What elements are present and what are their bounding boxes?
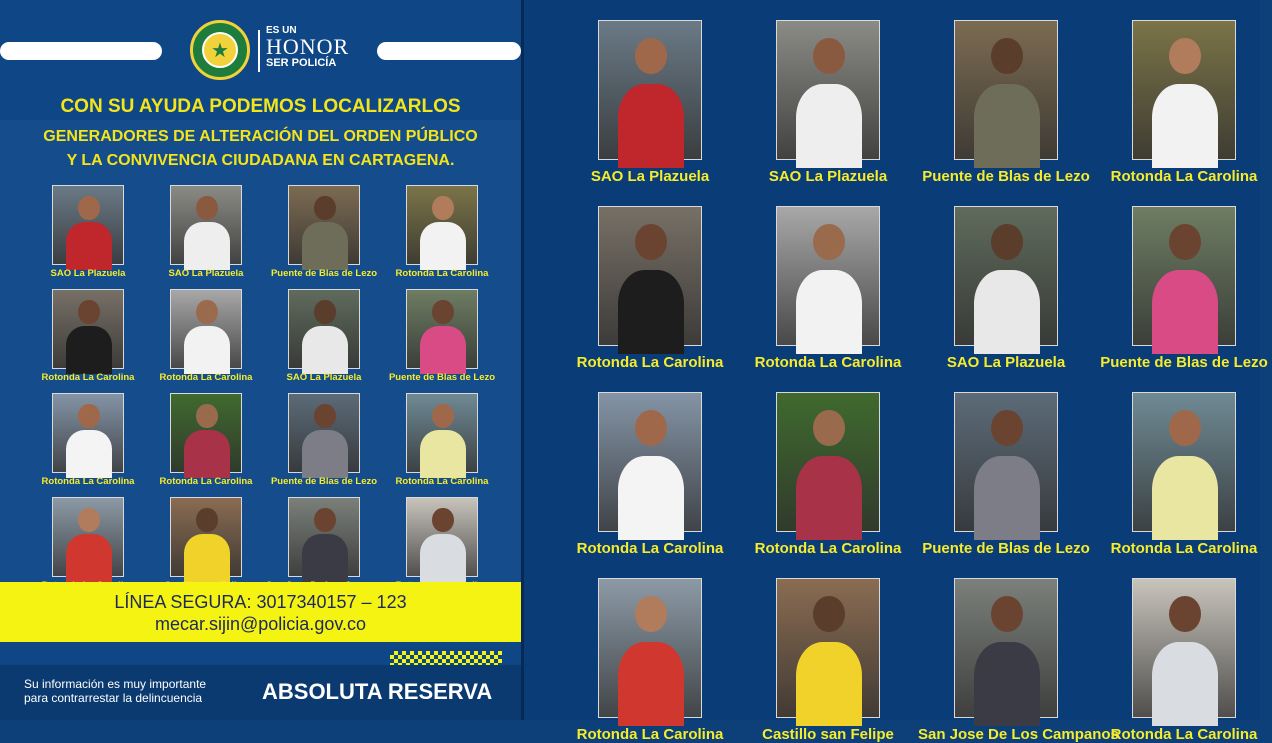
enlarged-gallery (524, 0, 1268, 743)
suspect-photo (598, 20, 702, 160)
person-head (314, 300, 336, 325)
person-body (974, 270, 1041, 354)
person-head (314, 404, 336, 429)
hotline-text: LÍNEA SEGURA: 3017340157 – 123 (114, 592, 407, 612)
suspect-photo (170, 497, 242, 577)
person-body (420, 326, 466, 374)
wanted-poster-left (0, 0, 521, 720)
person-body (1152, 456, 1219, 540)
person-body (184, 326, 230, 374)
suspect-photo (1132, 578, 1236, 718)
footer-note-line-1: Su información es muy importante (24, 677, 207, 691)
person-head (432, 196, 454, 221)
location-caption: Rotonda La Carolina (395, 476, 489, 487)
person-head (991, 38, 1022, 74)
suspect-photo (170, 393, 242, 473)
person-body (618, 270, 685, 354)
suspect-photo (954, 578, 1058, 718)
person-head (635, 38, 666, 74)
person-body (420, 222, 466, 270)
location-caption: Rotonda La Carolina (754, 354, 902, 371)
location-caption: San Jose De Los Campanos (918, 726, 1119, 743)
suspect-photo (52, 185, 124, 265)
poster-subline-1: GENERADORES DE ALTERACIÓN DEL ORDEN PÚBLICO (43, 128, 478, 145)
person-head (432, 300, 454, 325)
person-body (974, 642, 1041, 726)
person-body (1152, 642, 1219, 726)
person-head (196, 300, 218, 325)
person-head (635, 410, 666, 446)
location-caption: Rotonda La Carolina (41, 372, 135, 383)
person-head (78, 508, 100, 533)
poster-headline: CON SU AYUDA PODEMOS LOCALIZARLOS (60, 96, 461, 117)
location-caption: Castillo san Felipe (762, 726, 894, 743)
location-caption: Puente de Blas de Lezo (1100, 354, 1268, 371)
honor-small-text: ES UN (266, 25, 297, 36)
suspect-photo (598, 392, 702, 532)
location-caption: Rotonda La Carolina (1110, 168, 1258, 185)
footer-band (0, 665, 521, 720)
person-head (78, 404, 100, 429)
person-body (66, 534, 112, 582)
suspect-photo (1132, 392, 1236, 532)
person-head (813, 38, 844, 74)
person-head (635, 224, 666, 260)
suspect-photo (1132, 20, 1236, 160)
poster-subline-2: Y LA CONVIVENCIA CIUDADANA EN CARTAGENA. (66, 152, 455, 169)
suspect-photo (776, 392, 880, 532)
logo-separator (258, 30, 260, 72)
suspect-photo (288, 185, 360, 265)
suspect-photo (170, 289, 242, 369)
person-body (420, 430, 466, 478)
location-caption: Rotonda La Carolina (754, 540, 902, 557)
suspect-photo (776, 578, 880, 718)
suspect-photo (52, 393, 124, 473)
person-body (796, 642, 863, 726)
location-caption: SAO La Plazuela (168, 268, 244, 279)
person-body (302, 534, 348, 582)
suspect-photo (598, 578, 702, 718)
location-caption: SAO La Plazuela (50, 268, 126, 279)
header-stripe-left (0, 42, 162, 60)
person-head (1169, 38, 1200, 74)
suspect-photo (954, 392, 1058, 532)
location-caption: Rotonda La Carolina (576, 726, 724, 743)
person-body (618, 642, 685, 726)
location-caption: Rotonda La Carolina (1110, 726, 1258, 743)
person-body (796, 270, 863, 354)
suspect-photo (288, 393, 360, 473)
header-stripe-right (377, 42, 521, 60)
footer-note (24, 677, 206, 705)
location-caption: Puente de Blas de Lezo (388, 372, 496, 383)
suspect-photo (598, 206, 702, 346)
honor-slogan (266, 26, 349, 69)
suspect-photo (406, 289, 478, 369)
person-body (420, 534, 466, 582)
suspect-photo (406, 185, 478, 265)
location-caption: Rotonda La Carolina (159, 372, 253, 383)
person-body (1152, 84, 1219, 168)
person-head (813, 596, 844, 632)
person-head (813, 224, 844, 260)
location-caption: Rotonda La Carolina (41, 476, 135, 487)
suspect-photo (288, 289, 360, 369)
person-head (635, 596, 666, 632)
person-head (314, 196, 336, 221)
person-body (302, 430, 348, 478)
star-icon: ★ (202, 32, 238, 68)
person-head (196, 196, 218, 221)
location-caption: Rotonda La Carolina (576, 540, 724, 557)
person-body (618, 84, 685, 168)
suspect-photo (170, 185, 242, 265)
person-head (78, 196, 100, 221)
person-head (813, 410, 844, 446)
location-caption: Rotonda La Carolina (395, 268, 489, 279)
person-body (796, 84, 863, 168)
location-caption: SAO La Plazuela (768, 168, 888, 185)
location-caption: Puente de Blas de Lezo (922, 168, 1090, 185)
location-caption: Puente de Blas de Lezo (270, 268, 378, 279)
person-body (974, 456, 1041, 540)
suspect-photo (1132, 206, 1236, 346)
person-head (196, 404, 218, 429)
person-head (432, 404, 454, 429)
suspect-photo (406, 497, 478, 577)
honor-big-text: HONOR (266, 34, 350, 59)
person-head (991, 224, 1022, 260)
location-caption: SAO La Plazuela (590, 168, 710, 185)
person-body (184, 222, 230, 270)
person-body (1152, 270, 1219, 354)
location-caption: SAO La Plazuela (946, 354, 1066, 371)
person-body (796, 456, 863, 540)
location-caption: Puente de Blas de Lezo (922, 540, 1090, 557)
person-body (618, 456, 685, 540)
person-body (184, 534, 230, 582)
suspect-photo (776, 20, 880, 160)
police-shield-logo (190, 20, 250, 80)
honor-sub-text: SER POLICÍA (266, 57, 337, 69)
suspect-photo (776, 206, 880, 346)
person-head (1169, 224, 1200, 260)
contact-bar (0, 582, 521, 642)
person-head (1169, 596, 1200, 632)
person-body (66, 326, 112, 374)
person-body (302, 222, 348, 270)
person-head (196, 508, 218, 533)
person-body (66, 430, 112, 478)
person-head (314, 508, 336, 533)
person-head (432, 508, 454, 533)
person-head (1169, 410, 1200, 446)
location-caption: SAO La Plazuela (286, 372, 362, 383)
person-body (184, 430, 230, 478)
person-head (78, 300, 100, 325)
person-head (991, 410, 1022, 446)
location-caption: Rotonda La Carolina (1110, 540, 1258, 557)
location-caption: Rotonda La Carolina (159, 476, 253, 487)
checker-stripe (390, 651, 502, 665)
suspect-photo (288, 497, 360, 577)
location-caption: Puente de Blas de Lezo (270, 476, 378, 487)
person-body (66, 222, 112, 270)
location-caption: Rotonda La Carolina (576, 354, 724, 371)
absolute-reserve-text: ABSOLUTA RESERVA (262, 679, 493, 704)
person-head (991, 596, 1022, 632)
suspect-photo (52, 497, 124, 577)
email-text: mecar.sijin@policia.gov.co (154, 614, 367, 634)
suspect-photo (406, 393, 478, 473)
person-body (974, 84, 1041, 168)
suspect-photo (954, 206, 1058, 346)
footer-note-line-2: para contrarrestar la delincuencia (24, 691, 203, 705)
person-body (302, 326, 348, 374)
suspect-photo (52, 289, 124, 369)
suspect-photo (954, 20, 1058, 160)
